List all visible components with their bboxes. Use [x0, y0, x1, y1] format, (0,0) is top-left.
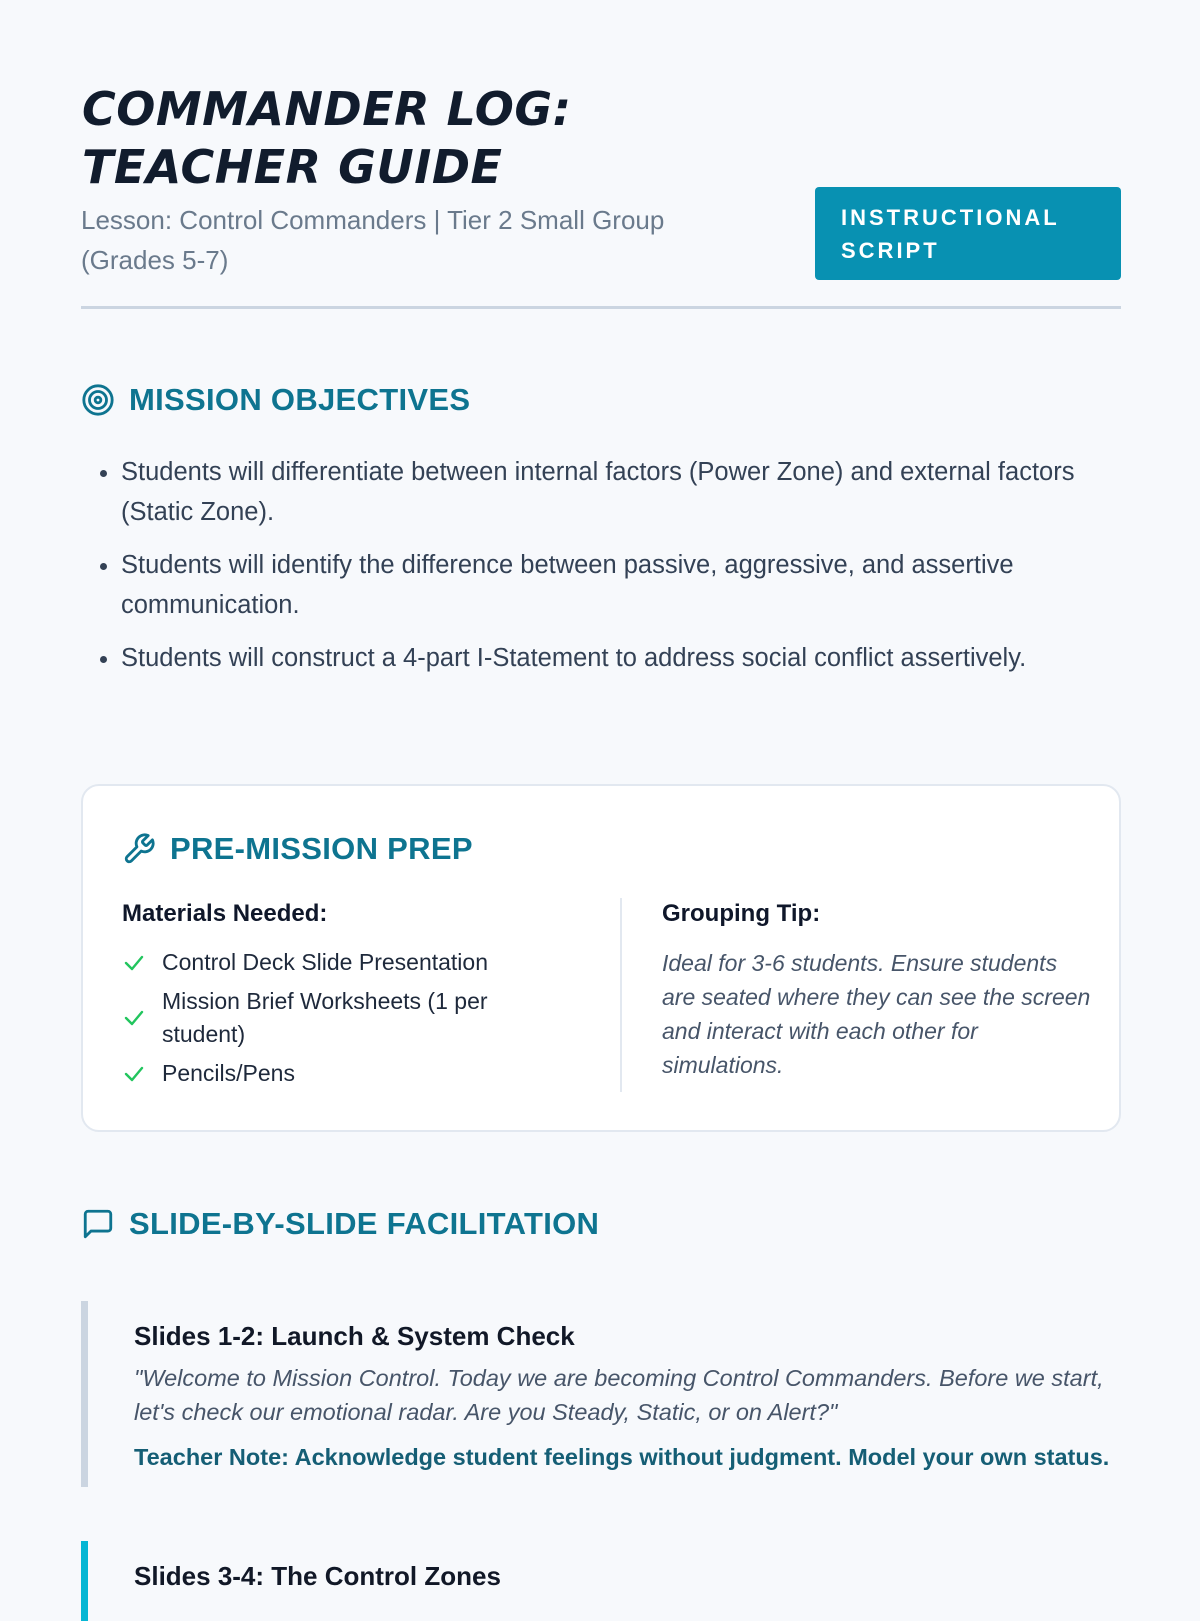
pre-mission-prep-label: PRE-MISSION PREP: [170, 831, 473, 866]
objective-item: • Students will differentiate between internal factors (Power Zone) and external factors (Static Zone).: [121, 452, 1121, 532]
instructional-script-badge: INSTRUCTIONAL SCRIPT: [815, 187, 1121, 280]
facilitation-heading: [81, 1204, 599, 1244]
page-title-line-1: COMMANDER LOG:: [82, 82, 572, 136]
chat-bubble-icon: [81, 1207, 115, 1241]
pre-mission-prep-heading: [122, 829, 473, 869]
mission-objectives-label: MISSION OBJECTIVES: [129, 382, 471, 417]
objectives-list: [81, 452, 1121, 691]
check-icon: [122, 951, 146, 975]
slide-block-teacher-note: Teacher Note: Acknowledge student feelings without judgment. Model your own status.: [134, 1444, 1110, 1470]
check-icon: [122, 1006, 146, 1030]
check-icon: [122, 1062, 146, 1086]
slide-block-script: "Welcome to Mission Control. Today we are becoming Control Commanders. Before we start, let's check our emotional radar. Are you Steady, Static, or on Alert?": [134, 1365, 1104, 1425]
slide-block-launch: [81, 1301, 1141, 1487]
material-item-label: Mission Brief Worksheets (1 per student): [162, 988, 488, 1047]
objective-item: • Students will identify the difference between passive, aggressive, and assertive communication.: [121, 545, 1121, 625]
lesson-subtitle: Lesson: Control Commanders | Tier 2 Small Group (Grades 5-7): [81, 205, 665, 275]
materials-needed-label: Materials Needed:: [122, 900, 328, 927]
facilitation-label: SLIDE-BY-SLIDE FACILITATION: [129, 1206, 600, 1241]
slide-block-control-zones: [81, 1541, 1141, 1621]
material-item: [122, 985, 542, 1051]
objective-item: • Students will construct a 4-part I-Statement to address social conflict assertively.: [121, 638, 1121, 678]
target-icon: [81, 383, 115, 417]
mission-objectives-heading: [81, 380, 470, 420]
wrench-icon: [122, 832, 156, 866]
material-item-label: Pencils/Pens: [162, 1060, 295, 1086]
grouping-tip-text: Ideal for 3-6 students. Ensure students are seated where they can see the screen and interact with each other for simulations.: [662, 950, 1091, 1078]
materials-list: [122, 946, 542, 1096]
prep-column-divider: [620, 898, 622, 1092]
page-title-line-2: TEACHER GUIDE: [82, 140, 503, 194]
grouping-tip-label: Grouping Tip:: [662, 900, 821, 927]
slide-block-title: Slides 1-2: Launch & System Check: [134, 1321, 575, 1351]
slide-block-title: Slides 3-4: The Control Zones: [134, 1561, 501, 1591]
header-divider: [81, 306, 1121, 309]
material-item: [122, 1057, 542, 1090]
material-item-label: Control Deck Slide Presentation: [162, 949, 488, 975]
page-title: [82, 80, 571, 196]
material-item: [122, 946, 542, 979]
